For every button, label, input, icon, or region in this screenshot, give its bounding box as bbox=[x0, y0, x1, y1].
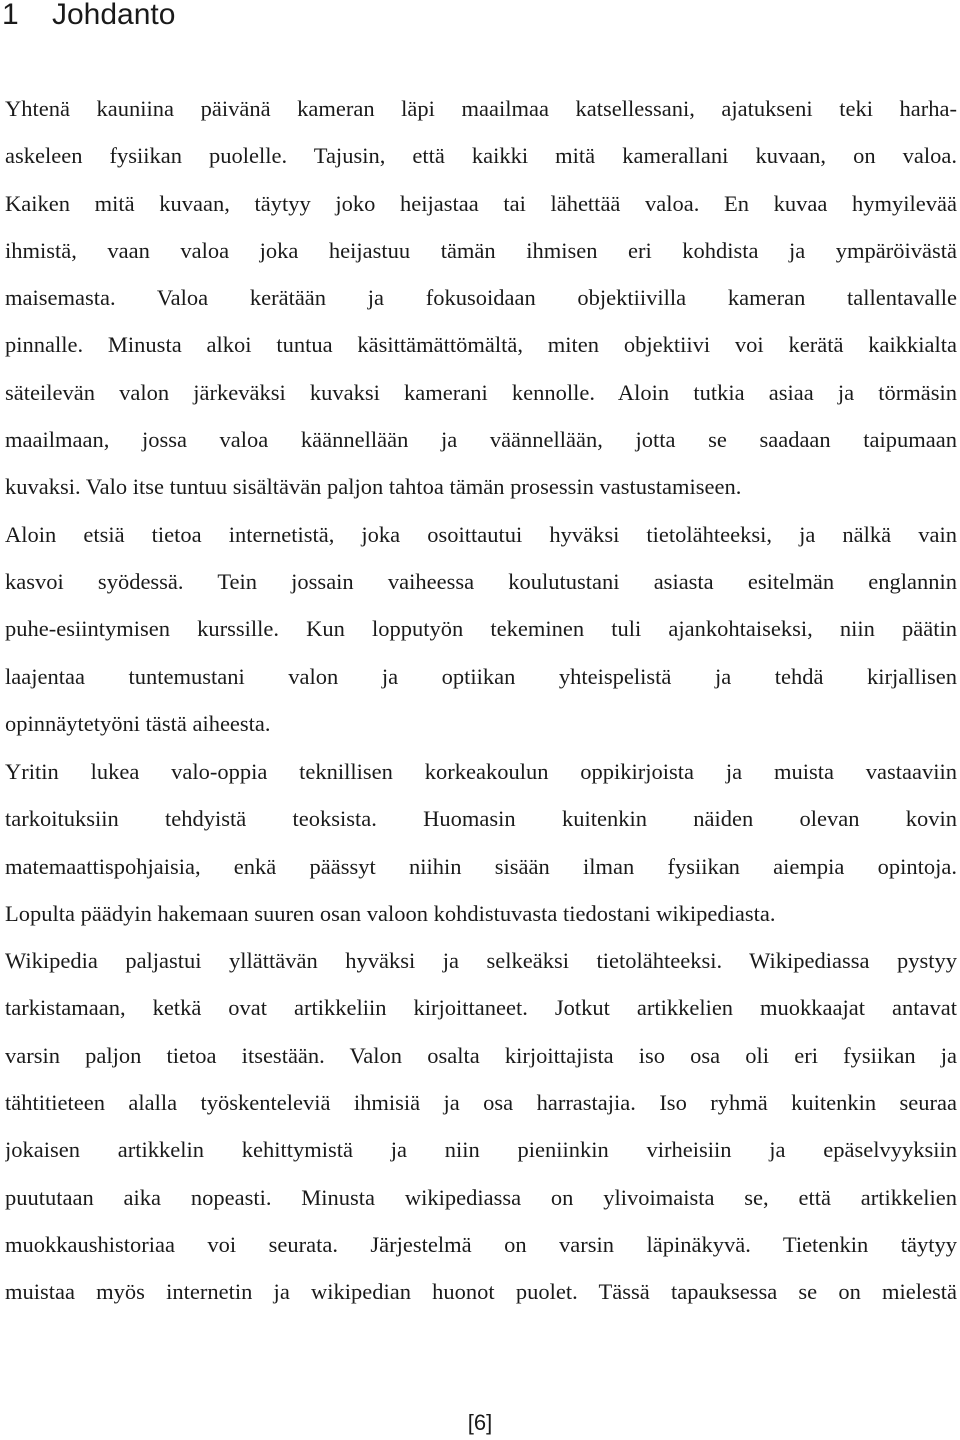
body-paragraph-sources bbox=[5, 748, 957, 1316]
text-line: säteilevän valon järkeväksi kuvaksi kamerani kennolle. Aloin tutkia asiaa ja törmäsin bbox=[5, 379, 957, 405]
section-heading bbox=[2, 0, 175, 30]
text-line: ihmistä, vaan valoa joka heijastuu tämän ihmisen eri kohdista ja ympäröivästä bbox=[5, 237, 957, 263]
section-title: Johdanto bbox=[52, 0, 176, 31]
text-line: puhe-esiintymisen kurssille. Kun lopputyön tekeminen tuli ajankohtaiseksi, niin päätin bbox=[5, 616, 957, 642]
page-number: [6] bbox=[467, 1410, 493, 1435]
text-line: matemaattispohjaisia, enkä päässyt niihin sisään ilman fysiikan aiempia opintoja. bbox=[5, 853, 957, 879]
text-line: muokkaushistoriaa voi seurata. Järjestelmä on varsin läpinäkyvä. Tietenkin täytyy bbox=[5, 1231, 957, 1257]
text-line: maisemasta. Valoa kerätään ja fokusoidaan objektiivilla kameran tallentavalle bbox=[5, 285, 957, 311]
text-line: jokaisen artikkelin kehittymistä ja niin pieniinkin virheisiin ja epäselvyyksiin bbox=[5, 1137, 957, 1163]
section-number: 1 bbox=[2, 0, 19, 31]
text-line: muistaa myös internetin ja wikipedian huonot puolet. Tässä tapauksessa se on mielestä bbox=[5, 1279, 957, 1305]
text-line: Wikipedia paljastui yllättävän hyväksi ja selkeäksi tietolähteeksi. Wikipediassa pystyy bbox=[5, 948, 957, 974]
text-line: varsin paljon tietoa itsestään. Valon osalta kirjoittajista iso osa oli eri fysiikan ja bbox=[5, 1042, 957, 1068]
text-line: laajentaa tuntemustani valon ja optiikan yhteispelistä ja tehdä kirjallisen bbox=[5, 663, 957, 689]
text-line: askeleen fysiikan puolelle. Tajusin, että kaikki mitä kamerallani kuvaan, on valoa. bbox=[5, 143, 957, 169]
text-line: tarkistamaan, ketkä ovat artikkeliin kirjoittaneet. Jotkut artikkelien muokkaajat antavat bbox=[5, 995, 957, 1021]
text-line: Lopulta päädyin hakemaan suuren osan valoon kohdistuvasta tiedostani wikipediasta. bbox=[5, 900, 776, 926]
text-line: maailmaan, jossa valoa käännellään ja väännellään, jotta se saadaan taipumaan bbox=[5, 427, 957, 453]
text-line: tähtitieteen alalla työskenteleviä ihmisiä ja osa harrastajia. Iso ryhmä kuitenkin seuraa bbox=[5, 1090, 957, 1116]
text-line: pinnalle. Minusta alkoi tuntua käsittämättömältä, miten objektiivi voi kerätä kaikkialta bbox=[5, 332, 957, 358]
text-line: kasvoi syödessä. Tein jossain vaiheessa koulutustani asiasta esitelmän englannin bbox=[5, 568, 957, 594]
text-line: Kaiken mitä kuvaan, täytyy joko heijastaa tai lähettää valoa. En kuvaa hymyilevää bbox=[5, 190, 957, 216]
text-line: puututaan aika nopeasti. Minusta wikipediassa on ylivoimaista se, että artikkelien bbox=[5, 1184, 957, 1210]
text-line: tarkoituksiin tehdyistä teoksista. Huomasin kuitenkin näiden olevan kovin bbox=[5, 806, 957, 832]
body-paragraph-intro bbox=[5, 85, 957, 747]
text-line: Yritin lukea valo-oppia teknillisen korkeakoulun oppikirjoista ja muista vastaaviin bbox=[5, 759, 957, 784]
text-line: Yhtenä kauniina päivänä kameran läpi maailmaa katsellessani, ajatukseni teki harha- bbox=[5, 96, 957, 121]
text-line: Aloin etsiä tietoa internetistä, joka osoittautui hyväksi tietolähteeksi, ja nälkä vain bbox=[5, 521, 957, 547]
text-line: kuvaksi. Valo itse tuntuu sisältävän paljon tahtoa tämän prosessin vastustamiseen. bbox=[5, 474, 742, 500]
text-line: opinnäytetyöni tästä aiheesta. bbox=[5, 710, 271, 736]
